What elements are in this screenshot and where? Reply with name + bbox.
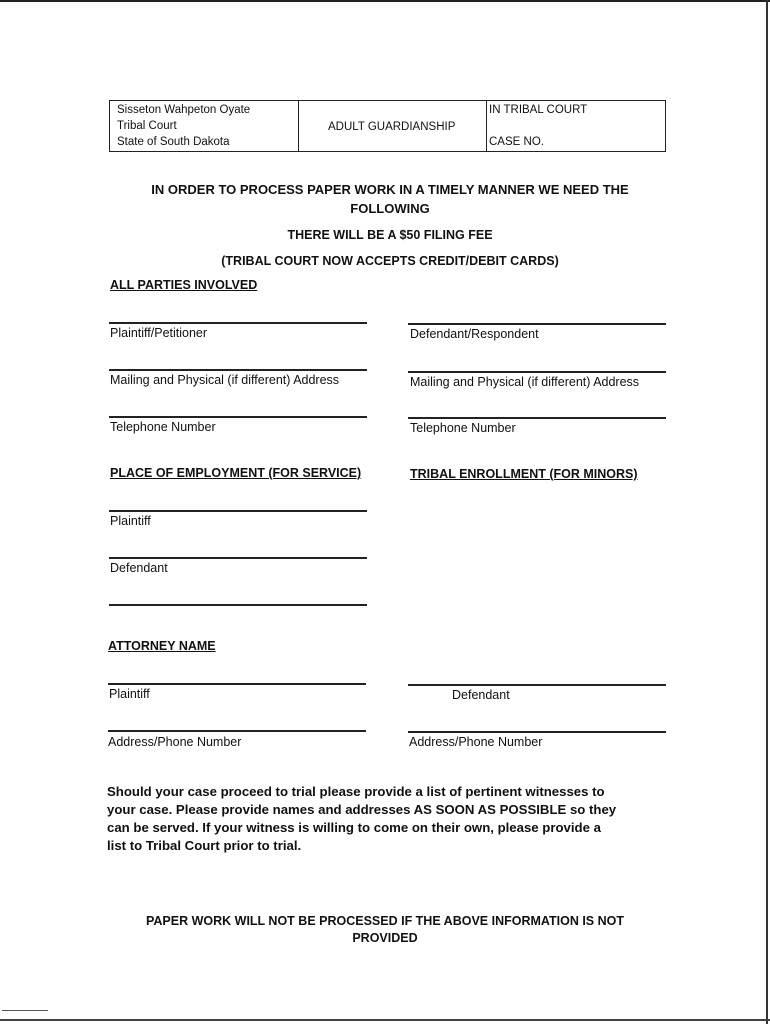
defendant-name-line[interactable] [408,323,666,325]
defendant-attorney-line[interactable] [408,684,666,686]
court-info-cell [110,101,299,151]
footer-line-2: PROVIDED [352,931,418,945]
defendant-address-line[interactable] [408,371,666,373]
footer-warning [110,913,660,947]
parties-heading: ALL PARTIES INVOLVED [110,278,258,292]
scan-mark [2,1010,48,1011]
case-header-box [109,100,666,152]
footer-line-1: PAPER WORK WILL NOT BE PROCESSED IF THE ABOVE INFORMATION IS NOT [145,914,625,928]
attorney-heading: ATTORNEY NAME [108,639,216,653]
scan-edge-bottom [0,1019,770,1021]
plaintiff-address-label: Mailing and Physical (if different) Address [110,373,340,387]
notice-title-line-2: FOLLOWING [350,201,430,216]
court-case-cell [486,101,665,151]
witness-line-3: can be served. If your witness is willing to come on their own, please provide a [107,820,601,835]
court-line-3: State of South Dakota [117,136,230,148]
court-name: IN TRIBAL COURT [489,104,588,116]
plaintiff-phone-line[interactable] [109,416,367,418]
witness-line-4: list to Tribal Court prior to trial. [107,838,302,853]
witness-line-1: Should your case proceed to trial please provide a list of pertinent witnesses to [107,784,605,799]
plaintiff-employment-line[interactable] [109,510,367,512]
enrollment-heading: TRIBAL ENROLLMENT (FOR MINORS) [410,467,638,481]
filing-fee-notice: THERE WILL BE A $50 FILING FEE [287,228,493,242]
notice-title-line-1: IN ORDER TO PROCESS PAPER WORK IN A TIMELY MANNER WE NEED THE [151,182,629,197]
plaintiff-attorney-contact-line[interactable] [108,730,366,732]
defendant-address-label: Mailing and Physical (if different) Address [410,375,640,389]
attorney-defendant-contact-label: Address/Phone Number [409,735,543,749]
plaintiff-label: Plaintiff/Petitioner [110,326,208,340]
witness-instructions [107,783,667,855]
attorney-plaintiff-label: Plaintiff [109,687,150,701]
scan-edge-top [0,0,770,2]
plaintiff-phone-label: Telephone Number [110,420,216,434]
scan-edge-right [766,0,768,1024]
case-number-label: CASE NO. [489,136,544,148]
employment-heading: PLACE OF EMPLOYMENT (FOR SERVICE) [110,466,362,480]
attorney-defendant-label: Defendant [452,688,510,702]
witness-line-2: your case. Please provide names and addresses AS SOON AS POSSIBLE so they [107,802,617,817]
defendant-employment-line[interactable] [109,557,367,559]
plaintiff-address-line[interactable] [109,369,367,371]
plaintiff-attorney-line[interactable] [108,683,366,685]
case-type-cell [298,101,487,151]
court-line-2: Tribal Court [117,120,177,132]
employment-defendant-label: Defendant [110,561,168,575]
employment-plaintiff-label: Plaintiff [110,514,151,528]
court-line-1: Sisseton Wahpeton Oyate [117,104,251,116]
defendant-attorney-contact-line[interactable] [408,731,666,733]
defendant-label: Defendant/Respondent [410,327,539,341]
defendant-phone-line[interactable] [408,417,666,419]
attorney-plaintiff-contact-label: Address/Phone Number [108,735,242,749]
card-payment-notice: (TRIBAL COURT NOW ACCEPTS CREDIT/DEBIT CARDS) [221,254,559,268]
case-type: ADULT GUARDIANSHIP [328,121,456,133]
plaintiff-name-line[interactable] [109,322,367,324]
defendant-phone-label: Telephone Number [410,421,516,435]
extra-blank-line[interactable] [109,604,367,606]
